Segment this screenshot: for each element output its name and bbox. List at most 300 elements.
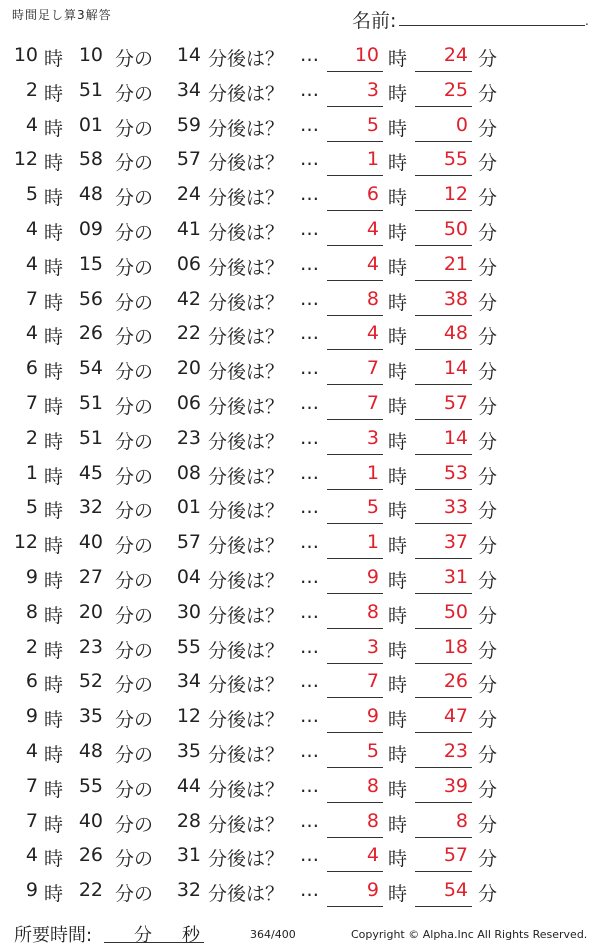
- answer-minute: 24: [443, 44, 468, 66]
- answer-hour: 4: [366, 322, 379, 345]
- ellipsis: …: [300, 148, 320, 171]
- start-hour: 10: [13, 44, 38, 66]
- problem-row: [0, 213, 600, 248]
- answer-minute: 38: [443, 287, 468, 310]
- added-minutes: 01: [176, 496, 201, 519]
- start-minute: 23: [78, 635, 103, 658]
- minute-unit-label: 分: [478, 813, 498, 836]
- minutes-later-label: 分後は？: [208, 82, 285, 105]
- answer-hour: 5: [366, 739, 379, 762]
- answer-minute: 47: [443, 705, 468, 728]
- minutes-later-label: 分後は？: [208, 221, 285, 244]
- hour-unit-label: 時: [388, 152, 408, 175]
- answer-hour-line: [327, 454, 383, 455]
- start-hour: 7: [25, 287, 38, 310]
- hour-unit-label: 時: [44, 361, 64, 384]
- hour-unit-label: 時: [44, 709, 64, 732]
- answer-minute-line: [415, 663, 472, 664]
- minute-of-label: 分の: [115, 709, 154, 732]
- answer-minute: 39: [443, 774, 468, 797]
- start-minute: 22: [78, 879, 103, 902]
- problem-row: [0, 665, 600, 700]
- problem-row: [0, 596, 600, 631]
- ellipsis: …: [300, 600, 320, 623]
- ellipsis: …: [300, 705, 320, 728]
- added-minutes: 04: [176, 565, 201, 588]
- answer-hour: 3: [366, 426, 379, 449]
- minute-unit-label: 分: [478, 674, 498, 697]
- start-minute: 09: [78, 217, 103, 240]
- added-minutes: 57: [176, 148, 201, 171]
- start-hour: 4: [25, 739, 38, 762]
- problem-row: [0, 143, 600, 178]
- minute-unit-label: 分: [478, 152, 498, 175]
- answer-hour: 9: [366, 705, 379, 728]
- answer-minute: 31: [443, 565, 468, 588]
- problem-row: [0, 248, 600, 283]
- minutes-later-label: 分後は？: [208, 361, 285, 384]
- problem-row: [0, 839, 600, 874]
- answer-hour: 7: [366, 357, 379, 380]
- answer-hour-line: [327, 280, 383, 281]
- problem-row: [0, 74, 600, 109]
- start-minute: 55: [78, 774, 103, 797]
- problem-row: [0, 526, 600, 561]
- minute-of-label: 分の: [115, 326, 154, 349]
- answer-minute-line: [415, 837, 472, 838]
- minutes-later-label: 分後は？: [208, 604, 285, 627]
- start-minute: 40: [78, 809, 103, 832]
- minutes-later-label: 分後は？: [208, 848, 285, 871]
- answer-hour-line: [327, 663, 383, 664]
- answer-hour: 7: [366, 670, 379, 693]
- answer-hour-line: [327, 71, 383, 72]
- answer-hour: 1: [366, 531, 379, 554]
- ellipsis: …: [300, 426, 320, 449]
- hour-unit-label: 時: [388, 848, 408, 871]
- minutes-later-label: 分後は？: [208, 743, 285, 766]
- minute-unit-label: 分: [478, 569, 498, 592]
- answer-minute: 18: [443, 635, 468, 658]
- answer-hour: 9: [366, 565, 379, 588]
- hour-unit-label: 時: [44, 256, 64, 279]
- hour-unit-label: 時: [388, 82, 408, 105]
- hour-unit-label: 時: [388, 604, 408, 627]
- ellipsis: …: [300, 635, 320, 658]
- added-minutes: 42: [176, 287, 201, 310]
- answer-minute: 54: [443, 879, 468, 902]
- hour-unit-label: 時: [388, 187, 408, 210]
- answer-hour-line: [327, 837, 383, 838]
- problem-row: [0, 700, 600, 735]
- hour-unit-label: 時: [44, 813, 64, 836]
- answer-minute-line: [415, 419, 472, 420]
- minute-unit-label: 分: [478, 465, 498, 488]
- answer-hour: 9: [366, 879, 379, 902]
- start-minute: 35: [78, 705, 103, 728]
- answer-hour-line: [327, 523, 383, 524]
- hour-unit-label: 時: [388, 674, 408, 697]
- problem-row: [0, 491, 600, 526]
- minute-unit-label: 分: [478, 709, 498, 732]
- answer-hour: 7: [366, 391, 379, 414]
- answer-minute: 57: [443, 391, 468, 414]
- hour-unit-label: 時: [44, 291, 64, 314]
- answer-minute-line: [415, 558, 472, 559]
- answer-minute: 26: [443, 670, 468, 693]
- answer-hour-line: [327, 767, 383, 768]
- ellipsis: …: [300, 739, 320, 762]
- start-minute: 26: [78, 844, 103, 867]
- minute-of-label: 分の: [115, 500, 154, 523]
- minute-unit-label: 分: [478, 256, 498, 279]
- answer-minute-line: [415, 489, 472, 490]
- name-field-line: [399, 25, 585, 26]
- start-hour: 6: [25, 670, 38, 693]
- minute-unit-label: 分: [478, 395, 498, 418]
- hour-unit-label: 時: [388, 117, 408, 140]
- answer-minute: 8: [455, 809, 468, 832]
- ellipsis: …: [300, 809, 320, 832]
- added-minutes: 28: [176, 809, 201, 832]
- answer-minute-line: [415, 315, 472, 316]
- start-hour: 4: [25, 252, 38, 275]
- answer-hour-line: [327, 628, 383, 629]
- answer-minute: 21: [443, 252, 468, 275]
- minute-unit-label: 分: [478, 778, 498, 801]
- start-hour: 7: [25, 809, 38, 832]
- minutes-later-label: 分後は？: [208, 187, 285, 210]
- answer-hour-line: [327, 697, 383, 698]
- start-hour: 5: [25, 183, 38, 206]
- answer-hour: 8: [366, 774, 379, 797]
- ellipsis: …: [300, 844, 320, 867]
- page-number: 364/400: [250, 928, 296, 941]
- minute-unit-label: 分: [478, 883, 498, 906]
- hour-unit-label: 時: [44, 187, 64, 210]
- answer-minute-line: [415, 628, 472, 629]
- minute-of-label: 分の: [115, 117, 154, 140]
- minute-of-label: 分の: [115, 152, 154, 175]
- minutes-label: 分: [134, 925, 152, 946]
- hour-unit-label: 時: [44, 395, 64, 418]
- added-minutes: 23: [176, 426, 201, 449]
- answer-hour: 1: [366, 148, 379, 171]
- hour-unit-label: 時: [44, 465, 64, 488]
- answer-minute: 50: [443, 217, 468, 240]
- start-minute: 27: [78, 565, 103, 588]
- problem-row: [0, 109, 600, 144]
- answer-minute: 37: [443, 531, 468, 554]
- ellipsis: …: [300, 287, 320, 310]
- start-hour: 5: [25, 496, 38, 519]
- hour-unit-label: 時: [388, 743, 408, 766]
- start-hour: 8: [25, 600, 38, 623]
- added-minutes: 32: [176, 879, 201, 902]
- start-minute: 48: [78, 183, 103, 206]
- ellipsis: …: [300, 461, 320, 484]
- hour-unit-label: 時: [44, 604, 64, 627]
- answer-hour: 5: [366, 496, 379, 519]
- start-hour: 7: [25, 774, 38, 797]
- added-minutes: 22: [176, 322, 201, 345]
- answer-hour-line: [327, 871, 383, 872]
- answer-minute-line: [415, 697, 472, 698]
- hour-unit-label: 時: [388, 395, 408, 418]
- minute-unit-label: 分: [478, 82, 498, 105]
- hour-unit-label: 時: [388, 639, 408, 662]
- hour-unit-label: 時: [388, 569, 408, 592]
- answer-minute: 23: [443, 739, 468, 762]
- answer-hour: 4: [366, 844, 379, 867]
- answer-hour: 8: [366, 809, 379, 832]
- hour-unit-label: 時: [44, 778, 64, 801]
- start-minute: 54: [78, 357, 103, 380]
- answer-minute: 55: [443, 148, 468, 171]
- answer-hour: 8: [366, 287, 379, 310]
- answer-hour-line: [327, 384, 383, 385]
- added-minutes: 34: [176, 670, 201, 693]
- minute-of-label: 分の: [115, 848, 154, 871]
- hour-unit-label: 時: [388, 535, 408, 558]
- ellipsis: …: [300, 496, 320, 519]
- problem-row: [0, 352, 600, 387]
- minute-of-label: 分の: [115, 82, 154, 105]
- hour-unit-label: 時: [44, 743, 64, 766]
- ellipsis: …: [300, 565, 320, 588]
- answer-hour: 10: [354, 44, 379, 66]
- answer-hour-line: [327, 419, 383, 420]
- added-minutes: 31: [176, 844, 201, 867]
- worksheet-title: 時間足し算3解答: [12, 8, 112, 22]
- ellipsis: …: [300, 183, 320, 206]
- minute-of-label: 分の: [115, 883, 154, 906]
- minute-unit-label: 分: [478, 326, 498, 349]
- problem-row: [0, 283, 600, 318]
- time-required-label: 所要時間:: [14, 925, 93, 946]
- hour-unit-label: 時: [44, 117, 64, 140]
- answer-hour-line: [327, 802, 383, 803]
- answer-minute-line: [415, 280, 472, 281]
- answer-hour-line: [327, 175, 383, 176]
- time-required-line: [104, 942, 204, 943]
- minute-unit-label: 分: [478, 117, 498, 140]
- ellipsis: …: [300, 44, 320, 66]
- minute-unit-label: 分: [478, 743, 498, 766]
- answer-hour: 4: [366, 252, 379, 275]
- hour-unit-label: 時: [388, 709, 408, 732]
- start-minute: 20: [78, 600, 103, 623]
- added-minutes: 35: [176, 739, 201, 762]
- hour-unit-label: 時: [388, 500, 408, 523]
- start-minute: 52: [78, 670, 103, 693]
- minutes-later-label: 分後は？: [208, 465, 285, 488]
- answer-hour: 3: [366, 78, 379, 101]
- problem-row: [0, 317, 600, 352]
- added-minutes: 12: [176, 705, 201, 728]
- minutes-later-label: 分後は？: [208, 674, 285, 697]
- answer-minute-line: [415, 245, 472, 246]
- minutes-later-label: 分後は？: [208, 813, 285, 836]
- start-hour: 2: [25, 78, 38, 101]
- problem-row: [0, 422, 600, 457]
- answer-minute-line: [415, 871, 472, 872]
- hour-unit-label: 時: [44, 48, 64, 70]
- minute-of-label: 分の: [115, 48, 154, 70]
- hour-unit-label: 時: [388, 221, 408, 244]
- problem-row: [0, 805, 600, 840]
- answer-hour: 8: [366, 600, 379, 623]
- hour-unit-label: 時: [44, 152, 64, 175]
- start-minute: 56: [78, 287, 103, 310]
- minute-of-label: 分の: [115, 604, 154, 627]
- start-hour: 4: [25, 322, 38, 345]
- answer-minute-line: [415, 210, 472, 211]
- start-minute: 58: [78, 148, 103, 171]
- minutes-later-label: 分後は？: [208, 500, 285, 523]
- answer-hour-line: [327, 349, 383, 350]
- ellipsis: …: [300, 774, 320, 797]
- start-minute: 51: [78, 78, 103, 101]
- answer-hour-line: [327, 315, 383, 316]
- answer-minute-line: [415, 454, 472, 455]
- answer-minute-line: [415, 71, 472, 72]
- hour-unit-label: 時: [44, 883, 64, 906]
- hour-unit-label: 時: [44, 430, 64, 453]
- minutes-later-label: 分後は？: [208, 535, 285, 558]
- minute-unit-label: 分: [478, 187, 498, 210]
- problem-list: [0, 39, 600, 909]
- hour-unit-label: 時: [44, 500, 64, 523]
- answer-hour-line: [327, 558, 383, 559]
- start-hour: 9: [25, 705, 38, 728]
- hour-unit-label: 時: [388, 48, 408, 70]
- start-hour: 12: [13, 531, 38, 554]
- problem-row: [0, 770, 600, 805]
- start-hour: 2: [25, 635, 38, 658]
- minutes-later-label: 分後は？: [208, 639, 285, 662]
- answer-minute-line: [415, 349, 472, 350]
- minute-of-label: 分の: [115, 187, 154, 210]
- minute-of-label: 分の: [115, 674, 154, 697]
- minute-unit-label: 分: [478, 535, 498, 558]
- minute-unit-label: 分: [478, 221, 498, 244]
- minute-of-label: 分の: [115, 291, 154, 314]
- minutes-later-label: 分後は？: [208, 430, 285, 453]
- answer-hour-line: [327, 210, 383, 211]
- start-minute: 51: [78, 426, 103, 449]
- minute-of-label: 分の: [115, 743, 154, 766]
- ellipsis: …: [300, 217, 320, 240]
- answer-minute: 48: [443, 322, 468, 345]
- start-minute: 40: [78, 531, 103, 554]
- added-minutes: 59: [176, 113, 201, 136]
- start-hour: 2: [25, 426, 38, 449]
- minute-unit-label: 分: [478, 48, 498, 70]
- hour-unit-label: 時: [44, 326, 64, 349]
- start-minute: 45: [78, 461, 103, 484]
- added-minutes: 08: [176, 461, 201, 484]
- minute-of-label: 分の: [115, 639, 154, 662]
- minutes-later-label: 分後は？: [208, 569, 285, 592]
- added-minutes: 34: [176, 78, 201, 101]
- answer-minute-line: [415, 593, 472, 594]
- hour-unit-label: 時: [44, 569, 64, 592]
- copyright-notice: Copyright © Alpha.Inc All Rights Reserved.: [351, 928, 588, 941]
- ellipsis: …: [300, 670, 320, 693]
- answer-hour: 3: [366, 635, 379, 658]
- start-hour: 4: [25, 113, 38, 136]
- ellipsis: …: [300, 357, 320, 380]
- hour-unit-label: 時: [388, 256, 408, 279]
- minute-of-label: 分の: [115, 535, 154, 558]
- added-minutes: 06: [176, 252, 201, 275]
- start-hour: 4: [25, 844, 38, 867]
- added-minutes: 57: [176, 531, 201, 554]
- minutes-later-label: 分後は？: [208, 291, 285, 314]
- ellipsis: …: [300, 391, 320, 414]
- hour-unit-label: 時: [44, 674, 64, 697]
- answer-minute: 57: [443, 844, 468, 867]
- problem-row: [0, 457, 600, 492]
- name-label: 名前:: [352, 10, 397, 32]
- answer-hour-line: [327, 489, 383, 490]
- answer-hour-line: [327, 593, 383, 594]
- added-minutes: 20: [176, 357, 201, 380]
- hour-unit-label: 時: [44, 221, 64, 244]
- minute-unit-label: 分: [478, 848, 498, 871]
- hour-unit-label: 時: [388, 465, 408, 488]
- answer-minute: 14: [443, 426, 468, 449]
- ellipsis: …: [300, 879, 320, 902]
- start-hour: 6: [25, 357, 38, 380]
- minute-unit-label: 分: [478, 361, 498, 384]
- minute-unit-label: 分: [478, 291, 498, 314]
- hour-unit-label: 時: [388, 778, 408, 801]
- answer-minute-line: [415, 175, 472, 176]
- minutes-later-label: 分後は？: [208, 117, 285, 140]
- answer-hour: 1: [366, 461, 379, 484]
- start-minute: 10: [78, 44, 103, 66]
- minute-of-label: 分の: [115, 778, 154, 801]
- start-hour: 9: [25, 879, 38, 902]
- minutes-later-label: 分後は？: [208, 152, 285, 175]
- added-minutes: 06: [176, 391, 201, 414]
- answer-hour: 5: [366, 113, 379, 136]
- answer-minute-line: [415, 384, 472, 385]
- name-dot: .: [585, 14, 589, 28]
- hour-unit-label: 時: [388, 813, 408, 836]
- problem-row: [0, 561, 600, 596]
- answer-minute: 14: [443, 357, 468, 380]
- hour-unit-label: 時: [388, 361, 408, 384]
- minute-unit-label: 分: [478, 604, 498, 627]
- answer-hour-line: [327, 732, 383, 733]
- answer-hour-line: [327, 141, 383, 142]
- ellipsis: …: [300, 78, 320, 101]
- start-minute: 48: [78, 739, 103, 762]
- added-minutes: 14: [176, 44, 201, 66]
- added-minutes: 41: [176, 217, 201, 240]
- ellipsis: …: [300, 113, 320, 136]
- hour-unit-label: 時: [44, 848, 64, 871]
- answer-minute-line: [415, 767, 472, 768]
- answer-minute-line: [415, 732, 472, 733]
- hour-unit-label: 時: [388, 430, 408, 453]
- hour-unit-label: 時: [388, 326, 408, 349]
- problem-row: [0, 39, 600, 74]
- minutes-later-label: 分後は？: [208, 883, 285, 906]
